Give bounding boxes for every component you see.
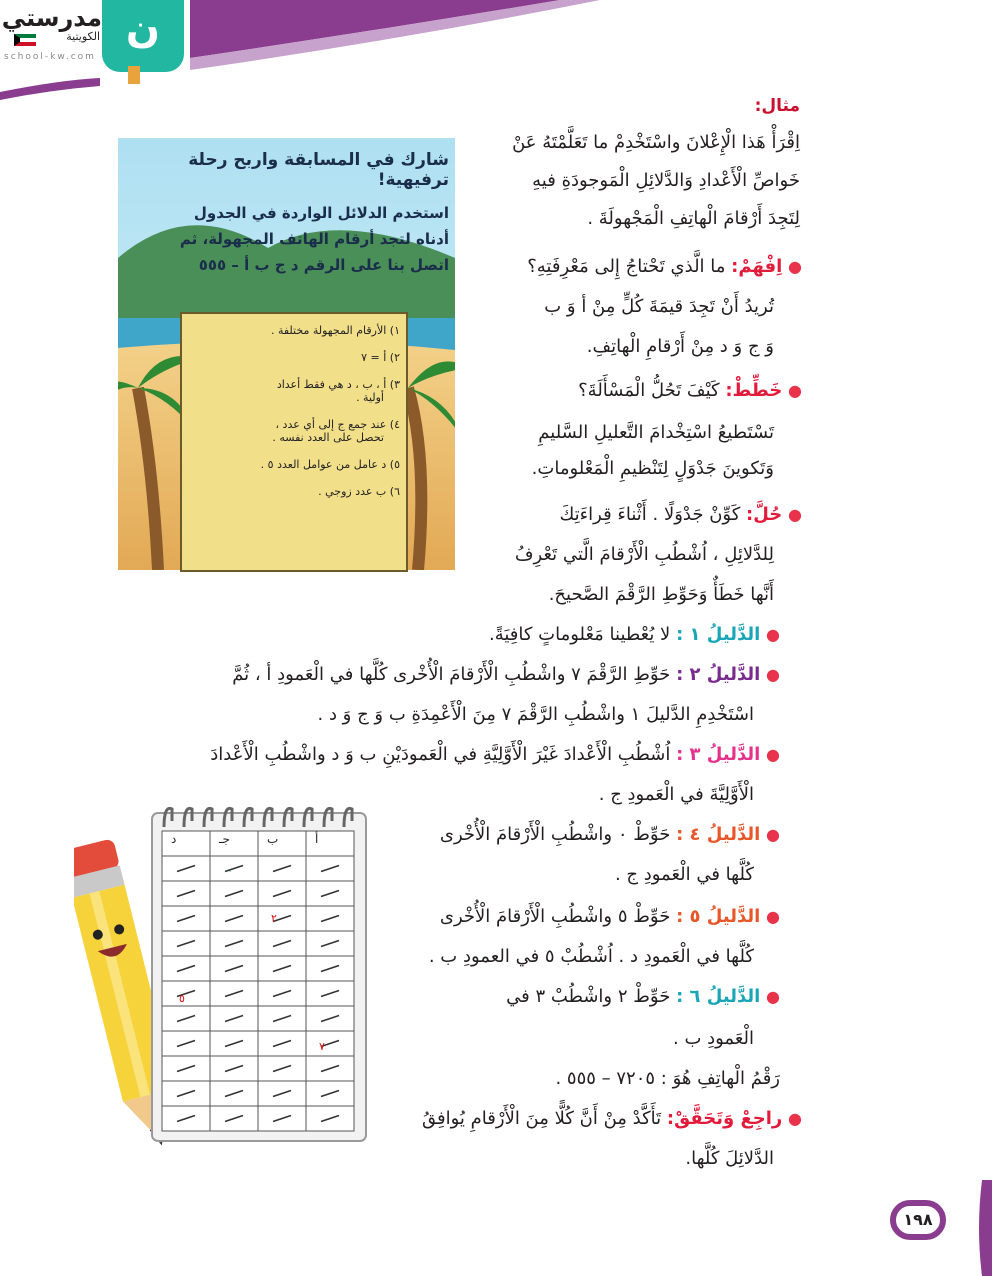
clue3-text: اُشْطُبِ الْأَعْدادَ غَيْرَ الْأَوَّلِيَّةِ في الْعَمودَيْنِ ب وَ د واشْطُبِ الْأَعْدادَ [210,744,671,765]
poster-clue: تحصل على العدد نفسه . [272,431,384,444]
poster-clue: ٣) أ ، ب ، د هي فقط أعداد [276,378,400,391]
bullet-icon: ● [766,825,780,844]
bullet-icon: ● [788,1109,802,1128]
check-row [422,1108,802,1129]
clue4-line: كُلَّها في الْعَمودِ ج . [614,864,754,885]
clue5-label: الدَّليلُ ٥ : [676,906,761,927]
bullet-icon: ● [766,665,780,684]
poster-clue: ٤) عند جمع ج إلى أي عدد ، [275,418,400,431]
understand-line: تُريدُ أَنْ تَجِدَ قيمَةَ كُلٍّ مِنْ أ وَ ب [544,296,774,317]
bullet-icon: ● [766,907,780,926]
solve-text: كَوِّنْ جَدْوَلًا . أَثْناءَ قِراءَتِكَ [559,504,741,525]
poster-clue: ١) الأرقام المجهولة مختلفة . [270,324,400,337]
brand-name: مدرستي [1,4,102,32]
kuwait-flag-icon [14,34,36,46]
page-edge-bar [952,1180,992,1276]
bullet-icon: ● [766,625,780,644]
site-url: school-kw.com [4,52,96,62]
circled-digit-c: ٠ [227,864,233,877]
clue6-line: الْعَمودِ ب . [673,1028,754,1049]
intro-line: لِتَجِدَ أَرْقامَ الْهاتِفِ الْمَجْهولَةَ . [587,208,800,229]
poster-line: استخدم الدلائل الواردة في الجدول [193,204,449,222]
solve-row [560,504,803,525]
clue3-row [210,744,780,765]
check-label: راجِعْ وَتَحَقَّقْ: [666,1108,783,1129]
clue5-row [440,906,780,927]
poster-clue: أولية . [356,391,384,404]
clue2-text: حَوِّطِ الرَّقْمَ ٧ واشْطُبِ الْأَرْقامَ الْأُخْرى كُلَّها في الْعَمودِ أ ، ثُمَّ [232,664,671,685]
plan-line: تَسْتَطيعُ اسْتِخْدامَ التَّعليلِ السَّليمِ [538,422,774,443]
plan-label: خَطِّطْ: [725,380,783,401]
poster-line: أدناه لتجد أرقام الهاتف المجهولة، ثم [179,230,449,248]
clue6-row [506,986,780,1007]
bookmark-icon [128,66,140,84]
understand-row [527,256,802,277]
notebook-header-jim: جـ [219,832,230,846]
clue3-line: الْأَوَّلِيَّةَ في الْعَمودِ ج . [598,784,754,805]
clue1-text: لا يُعْطينا مَعْلوماتٍ كافِيَةً. [488,624,671,645]
clue6-label: الدَّليلُ ٦ : [676,986,761,1007]
clue1-row [489,624,780,645]
plan-question: كَيْفَ تَحُلُّ الْمَسْأَلَةَ؟ [578,380,720,401]
poster-clue: ٢) أ = ٧ [361,351,400,364]
plan-line: وَتَكوينَ جَدْوَلٍ لِتَنْظيمِ الْمَعْلوماتِ. [531,458,774,479]
clue2-row [232,664,780,685]
notebook-header-ba: ب [267,832,279,846]
clue3-label: الدَّليلُ ٣ : [676,744,761,765]
poster-clue: ٦) ب عدد زوجي . [318,485,400,498]
intro-line: خَواصِّ الْأَعْدادِ وَالدَّلائِلِ الْمَوجودَةِ فيهِ [532,170,800,191]
solve-label: حُلَّ: [746,504,783,525]
clue4-row [440,824,780,845]
poster-clue: ٥) د عامل من عوامل العدد ٥ . [260,458,400,471]
clue4-label: الدَّليلُ ٤ : [676,824,761,845]
understand-question: ما الَّذي تَحْتاجُ إِلى مَعْرِفَتِهِ؟ [527,256,726,277]
bullet-icon: ● [788,257,802,276]
check-line: الدَّلائِلَ كُلَّها. [685,1148,774,1169]
circled-digit-d: ٥ [179,992,185,1005]
logo-icon: ن [125,6,161,52]
solution-notebook [150,805,368,1143]
clue6-text: حَوِّطْ ٢ واشْطُبْ ٣ في [506,986,671,1007]
clue2-label: الدَّليلُ ٢ : [676,664,761,685]
notebook-headers [163,830,347,854]
intro-line: اِقْرَأْ هَذا الْإِعْلانَ واسْتَخْدِمْ ما تَعَلَّمْتَهُ عَنْ [512,132,800,153]
bullet-icon: ● [766,987,780,1006]
understand-label: اِفْهَمْ: [731,256,783,277]
solve-line: لِلدَّلائِلِ ، اُشْطُبِ الْأَرْقامَ الَّتي تَعْرِفُ [514,544,774,565]
poster-line: اتصل بنا على الرقم د ج ب أ – ٥٥٥ [198,256,449,274]
clue1-label: الدَّليلُ ١ : [676,624,761,645]
bullet-icon: ● [766,745,780,764]
page-number: ١٩٨ [890,1200,946,1240]
notebook-header-alif: أ [315,832,319,846]
solve-line: أَنَّها خَطَأٌ وَحَوِّطِ الرَّقْمَ الصَّحيحَ. [548,584,774,605]
clue5-line: كُلَّها في الْعَمودِ د . اُشْطُبْ ٥ في العمودِ ب . [428,946,754,967]
circled-digit-a: ٧ [319,1040,325,1053]
circled-digit-b: ٢ [271,912,277,925]
phone-result: رَقْمُ الْهاتِفِ هُوَ : ٧٢٠٥ – ٥٥٥ . [555,1068,780,1089]
brand-subtitle: الكويتية [66,30,100,43]
bullet-icon: ● [788,505,802,524]
plan-row [578,380,802,401]
clue4-text: حَوِّطْ ٠ واشْطُبِ الْأَرْقامَ الْأُخْرى [439,824,671,845]
clue2-line: اسْتَخْدِمِ الدَّليلَ ١ واشْطُبِ الرَّقْمَ ٧ مِنَ الْأَعْمِدَةِ ب وَ ج وَ د . [317,704,754,725]
poster-clues-box [180,312,408,572]
notebook-header-dal: د [171,832,177,846]
bullet-icon: ● [788,381,802,400]
check-text: تَأَكَّدْ مِنْ أَنَّ كُلًّا مِنَ الْأَرْقامِ يُوافِقُ [422,1108,662,1129]
understand-line: وَ ج وَ د مِنْ أَرْقامِ الْهاتِفِ. [586,336,774,357]
example-heading: مثال: [754,96,800,116]
poster-text [125,200,449,278]
poster-title: شارك في المسابقة واربح رحلة ترفيهية! [188,150,449,190]
clue5-text: حَوِّطْ ٥ واشْطُبِ الْأَرْقامَ الْأُخْرى [439,906,671,927]
